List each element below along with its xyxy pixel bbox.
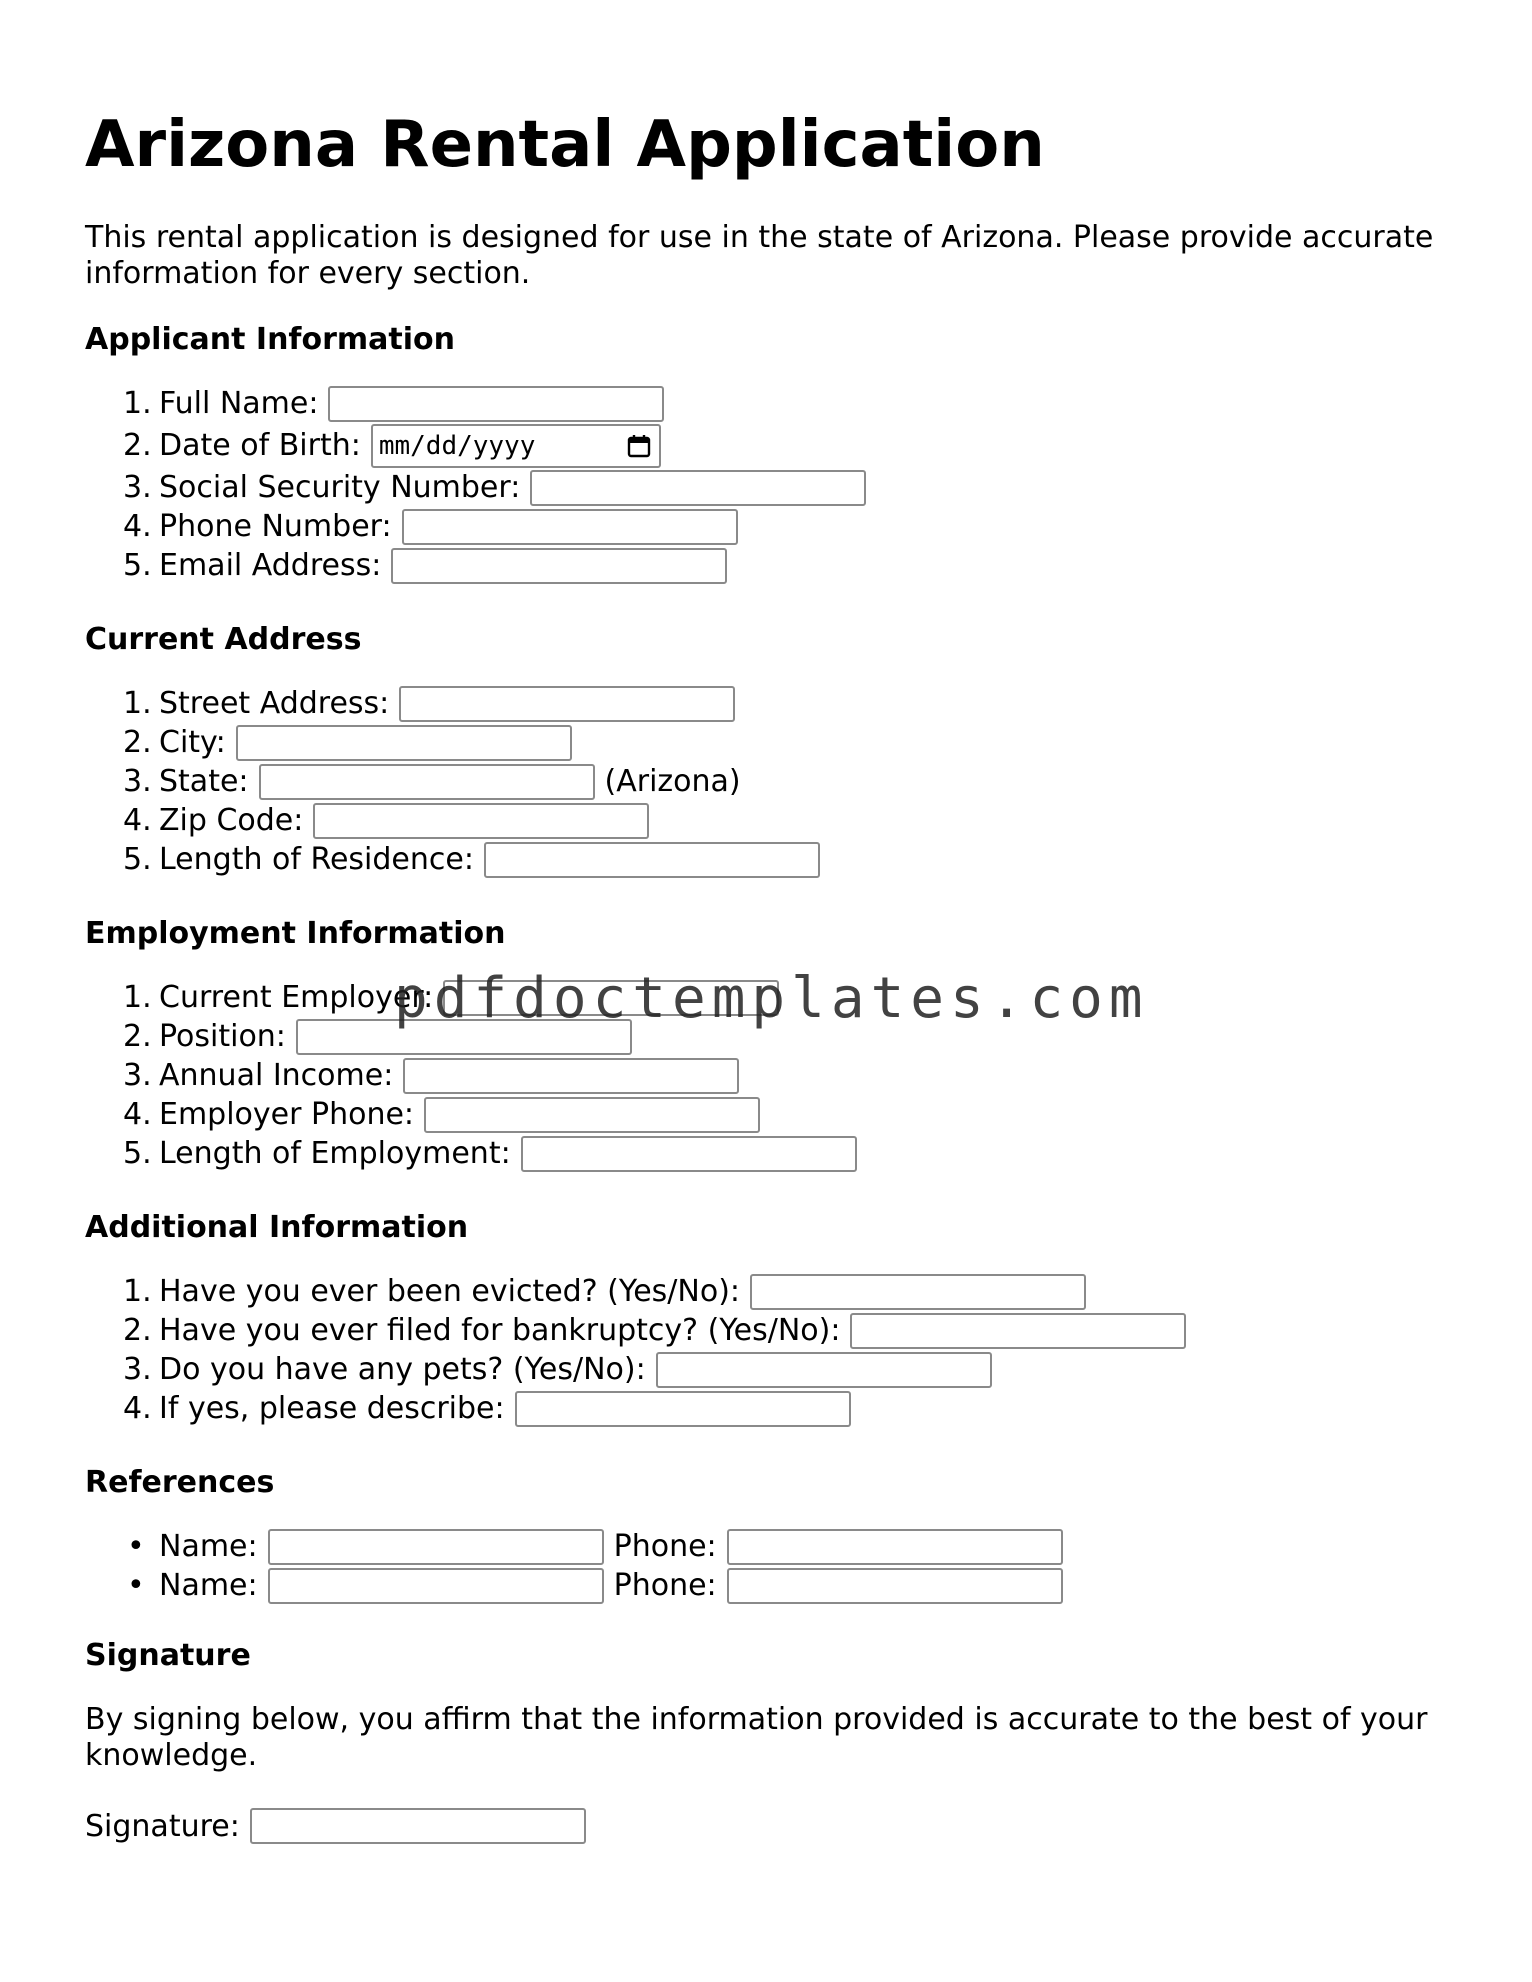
signature-heading: Signature [85, 1638, 251, 1673]
state-note: (Arizona) [604, 764, 741, 799]
bullet: • [127, 1568, 145, 1603]
phone-row [123, 509, 738, 545]
state-input[interactable] [259, 764, 595, 800]
city-label: City: [159, 725, 226, 760]
pets-row [123, 1352, 992, 1388]
item-number: 1. [123, 1274, 152, 1309]
residence-length-row [123, 842, 820, 878]
pets-input[interactable] [656, 1352, 992, 1388]
position-label: Position: [159, 1019, 286, 1054]
street-row [123, 686, 735, 722]
email-row [123, 548, 727, 584]
ssn-row [123, 470, 866, 506]
reference-row [123, 1529, 1063, 1565]
signature-label: Signature: [85, 1808, 240, 1844]
bankruptcy-label: Have you ever filed for bankruptcy? (Yes/No): [159, 1313, 841, 1348]
reference-2-phone-input[interactable] [727, 1568, 1063, 1604]
applicant-heading: Applicant Information [85, 322, 455, 357]
item-number: 1. [123, 686, 152, 721]
pets-describe-input[interactable] [515, 1391, 851, 1427]
item-number: 3. [123, 1058, 152, 1093]
employer-row [123, 980, 779, 1016]
employer-label: Current Employer: [159, 980, 434, 1015]
calendar-icon[interactable] [627, 434, 651, 458]
additional-heading: Additional Information [85, 1210, 469, 1245]
employment-heading: Employment Information [85, 916, 506, 951]
position-row [123, 1019, 632, 1055]
references-heading: References [85, 1465, 275, 1500]
reference-2-name-input[interactable] [268, 1568, 604, 1604]
item-number: 2. [123, 428, 152, 463]
item-number: 3. [123, 470, 152, 505]
full-name-row [123, 386, 664, 422]
intro-text: This rental application is designed for use in the state of Arizona. Please provide accurate information for every section. [85, 220, 1434, 291]
phone-input[interactable] [402, 509, 738, 545]
item-number: 4. [123, 1097, 152, 1132]
income-label: Annual Income: [159, 1058, 394, 1093]
dob-label: Date of Birth: [159, 428, 361, 463]
bankruptcy-row [123, 1313, 1186, 1349]
zip-label: Zip Code: [159, 803, 304, 838]
street-label: Street Address: [159, 686, 390, 721]
reference-phone-label: Phone: [613, 1529, 717, 1564]
bullet: • [127, 1529, 145, 1564]
item-number: 5. [123, 1136, 152, 1171]
state-label: State: [159, 764, 249, 799]
pets-describe-row [123, 1391, 851, 1427]
evicted-input[interactable] [750, 1274, 1086, 1310]
evicted-label: Have you ever been evicted? (Yes/No): [159, 1274, 741, 1309]
item-number: 2. [123, 1313, 152, 1348]
reference-row [123, 1568, 1063, 1604]
state-row [123, 764, 741, 800]
employer-phone-label: Employer Phone: [159, 1097, 415, 1132]
evicted-row [123, 1274, 1086, 1310]
employment-length-input[interactable] [521, 1136, 857, 1172]
item-number: 2. [123, 725, 152, 760]
email-label: Email Address: [159, 548, 382, 583]
item-number: 3. [123, 764, 152, 799]
reference-name-label: Name: [159, 1529, 258, 1564]
street-input[interactable] [399, 686, 735, 722]
item-number: 4. [123, 803, 152, 838]
employer-input[interactable] [443, 980, 779, 1016]
full-name-input[interactable] [328, 386, 664, 422]
page-title: Arizona Rental Application [85, 108, 1045, 182]
item-number: 5. [123, 842, 152, 877]
dob-input[interactable] [371, 424, 661, 468]
signature-input[interactable] [250, 1808, 586, 1844]
residence-length-input[interactable] [484, 842, 820, 878]
bankruptcy-input[interactable] [850, 1313, 1186, 1349]
reference-1-name-input[interactable] [268, 1529, 604, 1565]
full-name-label: Full Name: [159, 386, 319, 421]
item-number: 5. [123, 548, 152, 583]
watermark: pdfdoctemplates.com [394, 966, 1149, 1031]
city-row [123, 725, 572, 761]
residence-length-label: Length of Residence: [159, 842, 474, 877]
employment-length-label: Length of Employment: [159, 1136, 511, 1171]
affirm-text: By signing below, you affirm that the information provided is accurate to the best of your knowledge. [85, 1702, 1428, 1773]
zip-input[interactable] [313, 803, 649, 839]
pets-describe-label: If yes, please describe: [159, 1391, 505, 1426]
employer-phone-input[interactable] [424, 1097, 760, 1133]
item-number: 2. [123, 1019, 152, 1054]
ssn-input[interactable] [530, 470, 866, 506]
pets-label: Do you have any pets? (Yes/No): [159, 1352, 646, 1387]
reference-name-label: Name: [159, 1568, 258, 1603]
item-number: 1. [123, 980, 152, 1015]
item-number: 4. [123, 509, 152, 544]
ssn-label: Social Security Number: [159, 470, 521, 505]
zip-row [123, 803, 649, 839]
employer-phone-row [123, 1097, 760, 1133]
city-input[interactable] [236, 725, 572, 761]
dob-placeholder: mm/dd/yyyy [378, 431, 536, 461]
dob-row [123, 424, 661, 468]
item-number: 1. [123, 386, 152, 421]
income-row [123, 1058, 739, 1094]
item-number: 4. [123, 1391, 152, 1426]
income-input[interactable] [403, 1058, 739, 1094]
position-input[interactable] [296, 1019, 632, 1055]
email-input[interactable] [391, 548, 727, 584]
employment-length-row [123, 1136, 857, 1172]
phone-label: Phone Number: [159, 509, 392, 544]
address-heading: Current Address [85, 622, 362, 657]
reference-1-phone-input[interactable] [727, 1529, 1063, 1565]
reference-phone-label: Phone: [613, 1568, 717, 1603]
item-number: 3. [123, 1352, 152, 1387]
signature-row [85, 1808, 586, 1844]
